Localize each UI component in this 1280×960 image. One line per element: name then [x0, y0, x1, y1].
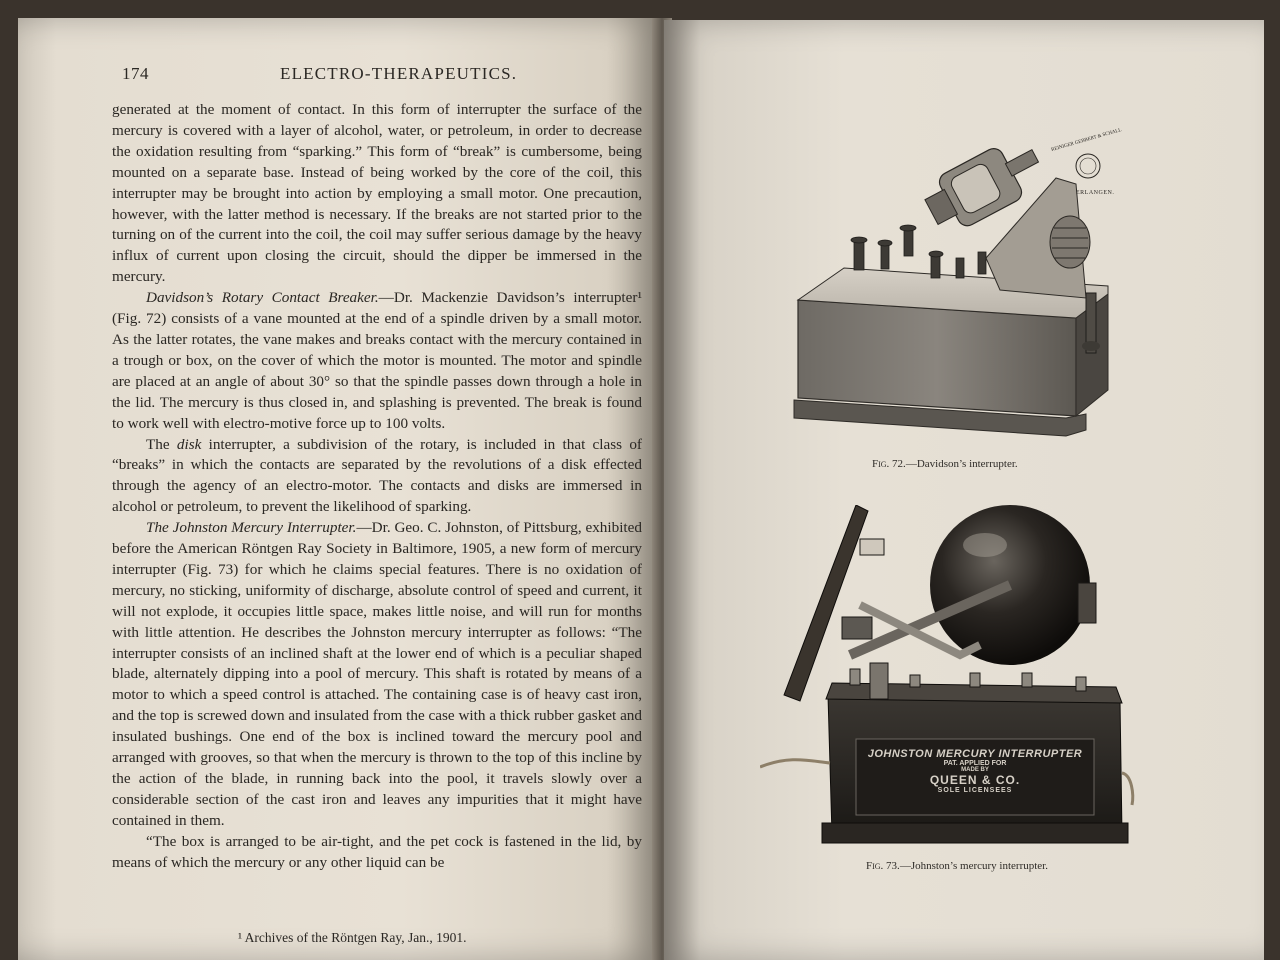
nameplate-line-5: SOLE LICENSEES — [937, 787, 1013, 794]
stamp-line-2: ERLANGEN. — [1076, 190, 1115, 196]
body-text — [112, 100, 642, 874]
nameplate-line-3: MADE BY — [961, 767, 989, 773]
fig73-caption-text: —Johnston’s mercury interrupter. — [899, 860, 1048, 872]
paragraph-2: Davidson’s Rotary Contact Breaker.—Dr. Mackenzie Davidson’s interrupter¹ (Fig. 72) consists of a vane mounted at the end of a spindle driven by a small motor. As the latter rotates, the vane makes and breaks contact with the mercury contained in a trough or box, on the cover of which the motor is mounted. The motor and spindle are placed at an angle of about 30° so that the spindle passes down through a hole in the lid. The mercury is thus closed in, and splashing is prevented. The break is found to work well with electro-motive force up to 100 volts. — [112, 289, 642, 432]
fig72-caption-prefix: Fig. 72. — [872, 458, 906, 470]
paragraph-5: “The box is arranged to be air-tight, and the pet cock is fastened in the lid, by means of which the mercury or any other liquid can be — [112, 832, 642, 871]
paragraph-4: The Johnston Mercury Interrupter.—Dr. Geo. C. Johnston, of Pittsburg, exhibited before the American Röntgen Ray Society in Baltimore, 1905, a new form of mercury interrupter (Fig. 73) for which he claims special features. There is no oxidation of mercury, no sticking, uniformity of discharge, absolute control of speed and current, it will not explode, it occupies little space, makes little noise, and will run for months with little attention. He describes the Johnston mercury interrupter as follows: “The interrupter consists of an inclined shaft at the lower end of which is a peculiar shaped blade, alternately dipping into a pool of mercury. This shaft is rotated by means of a motor to which a speed control is attached. The containing case is of heavy cast iron, and the top is screwed down and insulated from the case with a thick rubber gasket and insulated bushings. One end of the box is inclined toward the mercury pool and arranged with grooves, so that when the mercury is thrown to the top of this incline by the action of the blade, in running back into the pool, it travels slowly over a considerable section of the cast iron and leaves any impurities that it might have contained in them. — [112, 519, 642, 829]
nameplate — [860, 748, 1090, 794]
paragraph-1: generated at the moment of contact. In this form of interrupter the surface of the mercury is covered with a layer of alcohol, water, or petroleum, in order to decrease the oxidation resulting from “sparking.” This form of “break” is cumbersome, being mounted on a separate base. Instead of being worked by the core of the coil, this interrupter may be brought into action by employing a small motor. One precaution, however, with the latter method is necessary. If the breaks are not started prior to the turning on of the current into the coil, the coil may suffer serious damage by the heavy influx of current upon closing the circuit, should the dipper be immersed in the mercury. — [112, 101, 642, 286]
page-number: 174 — [122, 64, 149, 83]
fig72-caption — [872, 458, 1018, 470]
paragraph-3: The disk interrupter, a subdivision of the rotary, is included in that class of “breaks” in which the contacts are separated by the revolutions of a disk effected through the agency of an electro-motor. The contacts and disks are immersed in alcohol or petroleum, to prevent the likelihood of sparking. — [112, 435, 642, 516]
stamp-line-1: REINIGER GEBBERT & SCHALL — [1050, 128, 1123, 153]
fig72-caption-text: —Davidson’s interrupter. — [905, 458, 1018, 470]
running-head-title: ELECTRO-THERAPEUTICS. — [280, 64, 518, 83]
fig73-photograph — [760, 505, 1136, 853]
nameplate-line-1: JOHNSTON MERCURY INTERRUPTER — [867, 748, 1083, 760]
footnote: ¹ Archives of the Röntgen Ray, Jan., 1901. — [238, 930, 467, 945]
running-head — [122, 64, 632, 86]
maker-stamp — [1076, 154, 1100, 178]
fig73-caption-prefix: Fig. 73. — [866, 860, 900, 872]
fig73-caption — [866, 860, 1048, 872]
fig72-illustration — [786, 118, 1146, 446]
nameplate-line-2: PAT. APPLIED FOR — [943, 760, 1007, 767]
nameplate-line-4: QUEEN & CO. — [929, 773, 1021, 787]
